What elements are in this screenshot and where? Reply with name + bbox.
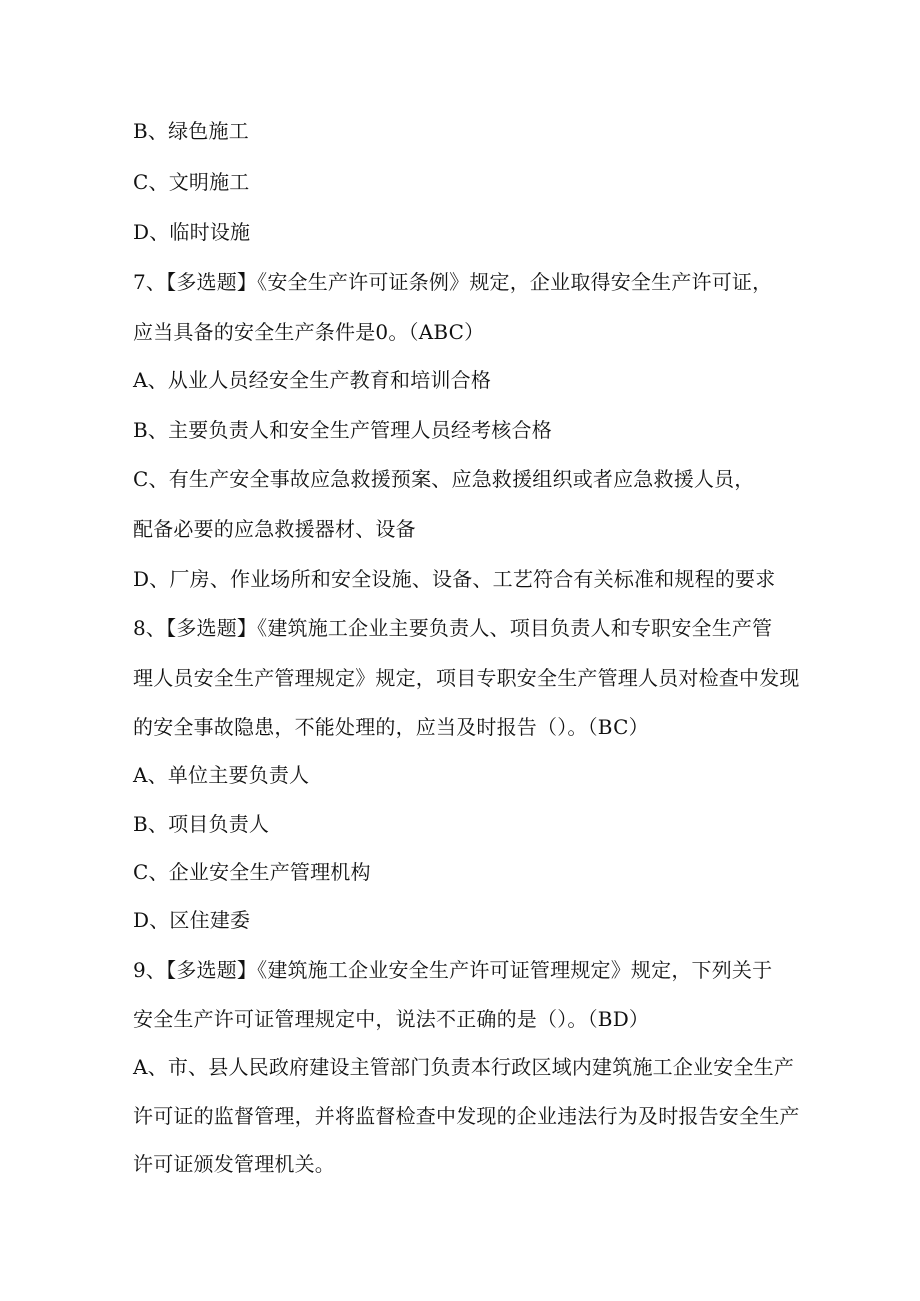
question-8-line-1: 8、【多选题】《建筑施工企业主要负责人、项目负责人和专职安全生产管	[133, 616, 773, 640]
option-7d: D、厂房、作业场所和安全设施、设备、工艺符合有关标准和规程的要求	[133, 567, 776, 591]
option-6b: B、绿色施工	[133, 119, 249, 143]
question-8-line-3: 的安全事故隐患，不能处理的，应当及时报告（）。（BC）	[133, 715, 649, 739]
option-8a: A、单位主要负责人	[133, 763, 310, 787]
option-6d: D、临时设施	[133, 220, 251, 244]
question-9-line-1: 9、【多选题】《建筑施工企业安全生产许可证管理规定》规定，下列关于	[133, 958, 773, 982]
option-7a: A、从业人员经安全生产教育和培训合格	[133, 368, 492, 392]
option-6c: C、文明施工	[133, 170, 250, 194]
option-9a-line-2: 许可证的监督管理，并将监督检查中发现的企业违法行为及时报告安全生产	[133, 1104, 800, 1128]
option-7b: B、主要负责人和安全生产管理人员经考核合格	[133, 418, 552, 442]
question-7-line-2: 应当具备的安全生产条件是0。（ABC）	[133, 320, 485, 344]
question-7-line-1: 7、【多选题】《安全生产许可证条例》规定，企业取得安全生产许可证，	[133, 270, 773, 294]
option-8d: D、区住建委	[133, 908, 251, 932]
question-8-line-2: 理人员安全生产管理规定》规定，项目专职安全生产管理人员对检查中发现	[133, 666, 800, 690]
option-7c-line-1: C、有生产安全事故应急救援预案、应急救援组织或者应急救援人员，	[133, 467, 755, 491]
question-9-line-2: 安全生产许可证管理规定中，说法不正确的是（）。（BD）	[133, 1007, 650, 1031]
option-8c: C、企业安全生产管理机构	[133, 860, 371, 884]
option-9a-line-3: 许可证颁发管理机关。	[133, 1152, 335, 1176]
option-7c-line-2: 配备必要的应急救援器材、设备	[133, 517, 416, 541]
option-8b: B、项目负责人	[133, 812, 270, 836]
option-9a-line-1: A、市、县人民政府建设主管部门负责本行政区域内建筑施工企业安全生产	[133, 1055, 795, 1079]
